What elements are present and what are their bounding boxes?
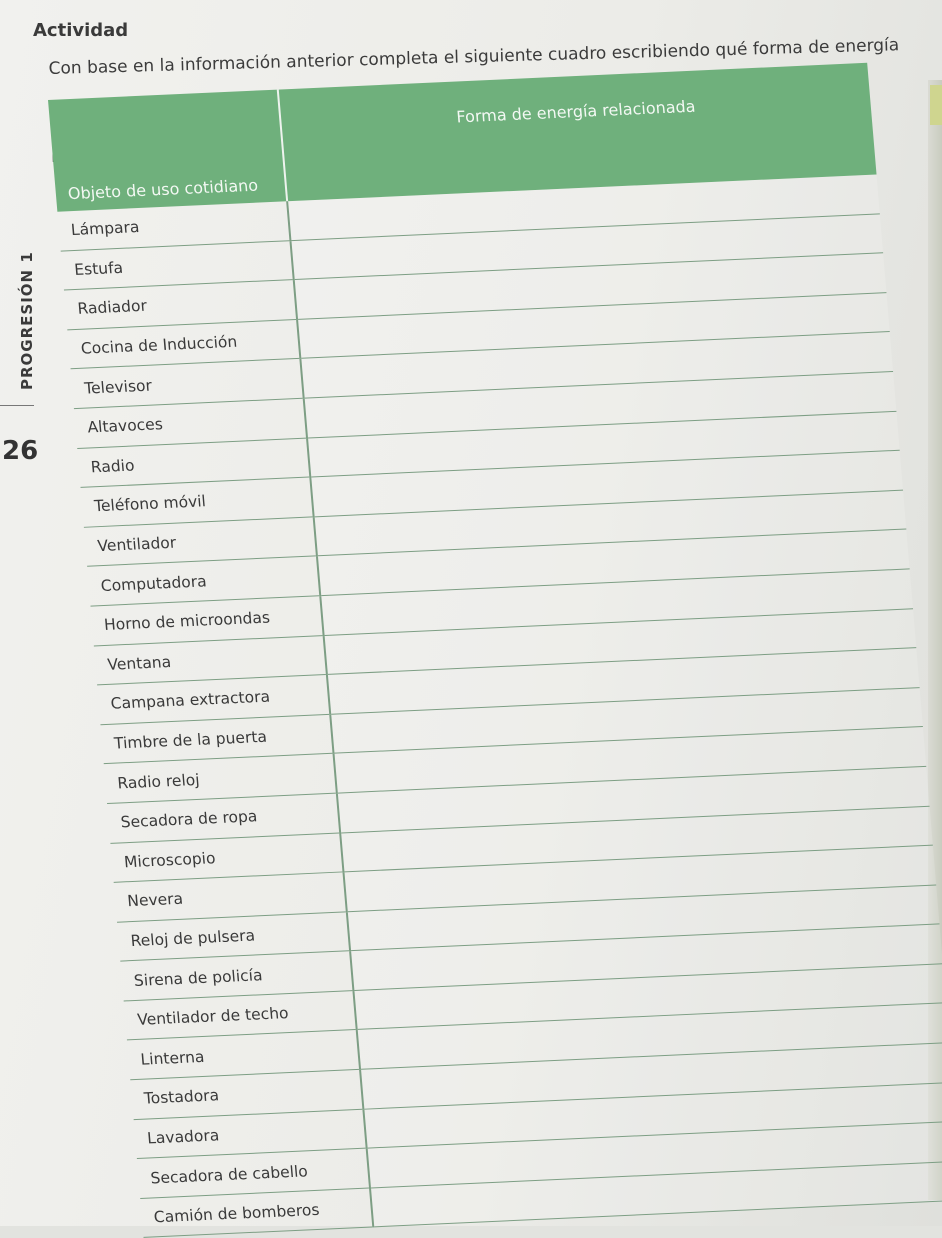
- object-cell: Teléfono móvil: [81, 477, 314, 527]
- object-cell: Tostadora: [130, 1069, 363, 1119]
- header-object: Objeto de uso cotidiano: [48, 90, 287, 212]
- table-body: [57, 174, 942, 1237]
- object-cell: Campana extractora: [97, 675, 330, 725]
- instructions-line-1: Con base en la información anterior completa el siguiente cuadro escribiendo qué forma de energía: [48, 35, 900, 79]
- object-cell: Radiador: [64, 280, 297, 330]
- page-edge-tab: [930, 85, 942, 125]
- object-cell: Lavadora: [134, 1109, 367, 1159]
- object-cell: Radio reloj: [104, 754, 337, 804]
- header-energy: Forma de energía relacionada: [278, 63, 877, 201]
- object-cell: Secadora de ropa: [107, 793, 340, 843]
- object-cell: Reloj de pulsera: [117, 911, 350, 961]
- object-cell: Ventana: [94, 635, 327, 685]
- energy-table: [48, 63, 942, 1238]
- object-cell: Linterna: [127, 1030, 360, 1080]
- object-cell: Ventilador: [84, 517, 317, 567]
- activity-title: Actividad: [33, 20, 129, 41]
- object-cell: Microscopio: [110, 833, 343, 883]
- section-label: PROGRESIÓN 1: [18, 251, 36, 390]
- page-number: 26: [2, 436, 39, 466]
- object-cell: Secadora de cabello: [137, 1148, 370, 1198]
- object-cell: Altavoces: [74, 398, 307, 448]
- section-divider: [0, 405, 34, 406]
- object-cell: Horno de microondas: [90, 596, 323, 646]
- object-cell: Sirena de policía: [120, 951, 353, 1001]
- object-cell: Timbre de la puerta: [100, 714, 333, 764]
- object-cell: Nevera: [114, 872, 347, 922]
- object-cell: Estufa: [61, 240, 294, 290]
- object-cell: Computadora: [87, 556, 320, 606]
- object-cell: Ventilador de techo: [124, 990, 357, 1040]
- object-cell: Radio: [77, 438, 310, 488]
- object-cell: Televisor: [71, 359, 304, 409]
- energy-table-wrapper: [48, 63, 942, 1238]
- object-cell: Camión de bomberos: [140, 1188, 373, 1238]
- object-cell: Lámpara: [57, 201, 290, 250]
- object-cell: Cocina de Inducción: [67, 319, 300, 369]
